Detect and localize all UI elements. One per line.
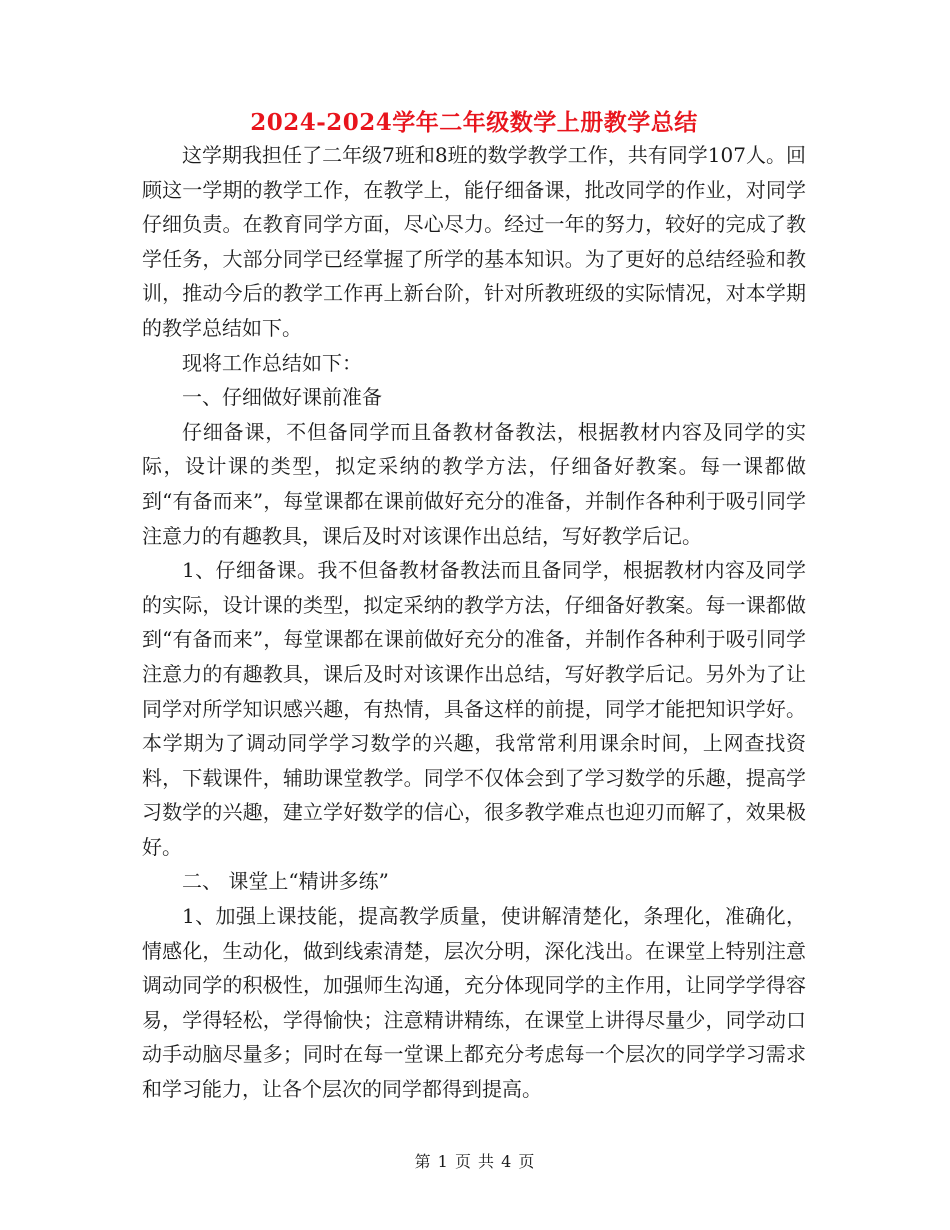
document-title: 2024-2024学年二年级数学上册教学总结 [250,109,698,136]
paragraph-classroom-skills: 1、加强上课技能，提高教学质量，使讲解清楚化，条理化，准确化，情感化，生动化，做到线索清楚，层次分明，深化浅出。在课堂上特别注意调动同学的积极性，加强师生沟通，充分体现同学的主作用，让同学学得容易，学得轻松，学得愉快；注意精讲精练，在课堂上讲得尽量少，同学动口动手动脑尽量多；同时在每一堂课上都充分考虑每一个层次的同学学习需求和学习能力，让各个层次的同学都得到提高。 [142,904,806,1102]
section-heading-preparation: 一、仔细做好课前准备 [182,385,382,410]
page-footer: 第 1 页 共 4 页 [414,1152,536,1171]
paragraph-preparation: 仔细备课，不但备同学而且备教材备教法，根据教材内容及同学的实际，设计课的类型，拟定采纳的教学方法，仔细备好教案。每一课都做到“有备而来”，每堂课都在课前做好充分的准备，并制作各种利于吸引同学注意力的有趣教具，课后及时对该课作出总结，写好教学后记。 [142,419,806,548]
paragraph-intro: 这学期我担任了二年级7班和8班的数学教学工作，共有同学107人。回顾这一学期的教学工作，在教学上，能仔细备课，批改同学的作业，对同学仔细负责。在教育同学方面，尽心尽力。经过一年的努力，较好的完成了教学任务，大部分同学已经掌握了所学的基本知识。为了更好的总结经验和教训，推动今后的教学工作再上新台阶，针对所教班级的实际情况，对本学期的教学总结如下。 [142,143,806,340]
section-heading-classroom: 二、 课堂上“精讲多练” [182,869,389,894]
paragraph-summary-lead: 现将工作总结如下： [182,350,362,375]
document-page [142,108,806,1107]
paragraph-lesson-planning: 1、仔细备课。我不但备教材备教法而且备同学，根据教材内容及同学的实际，设计课的类型，拟定采纳的教学方法，仔细备好教案。每一课都做到“有备而来”，每堂课都在课前做好充分的准备，并制作各种利于吸引同学注意力的有趣教具，课后及时对该课作出总结，写好教学后记。另外为了让同学对所学知识感兴趣，有热情，具备这样的前提，同学才能把知识学好。本学期为了调动同学学习数学的兴趣，我常常利用课余时间，上网查找资料，下载课件，辅助课堂教学。同学不仅体会到了学习数学的乐趣，提高学习数学的兴趣，建立学好数学的信心，很多教学难点也迎刃而解了，效果极好。 [142,558,806,859]
